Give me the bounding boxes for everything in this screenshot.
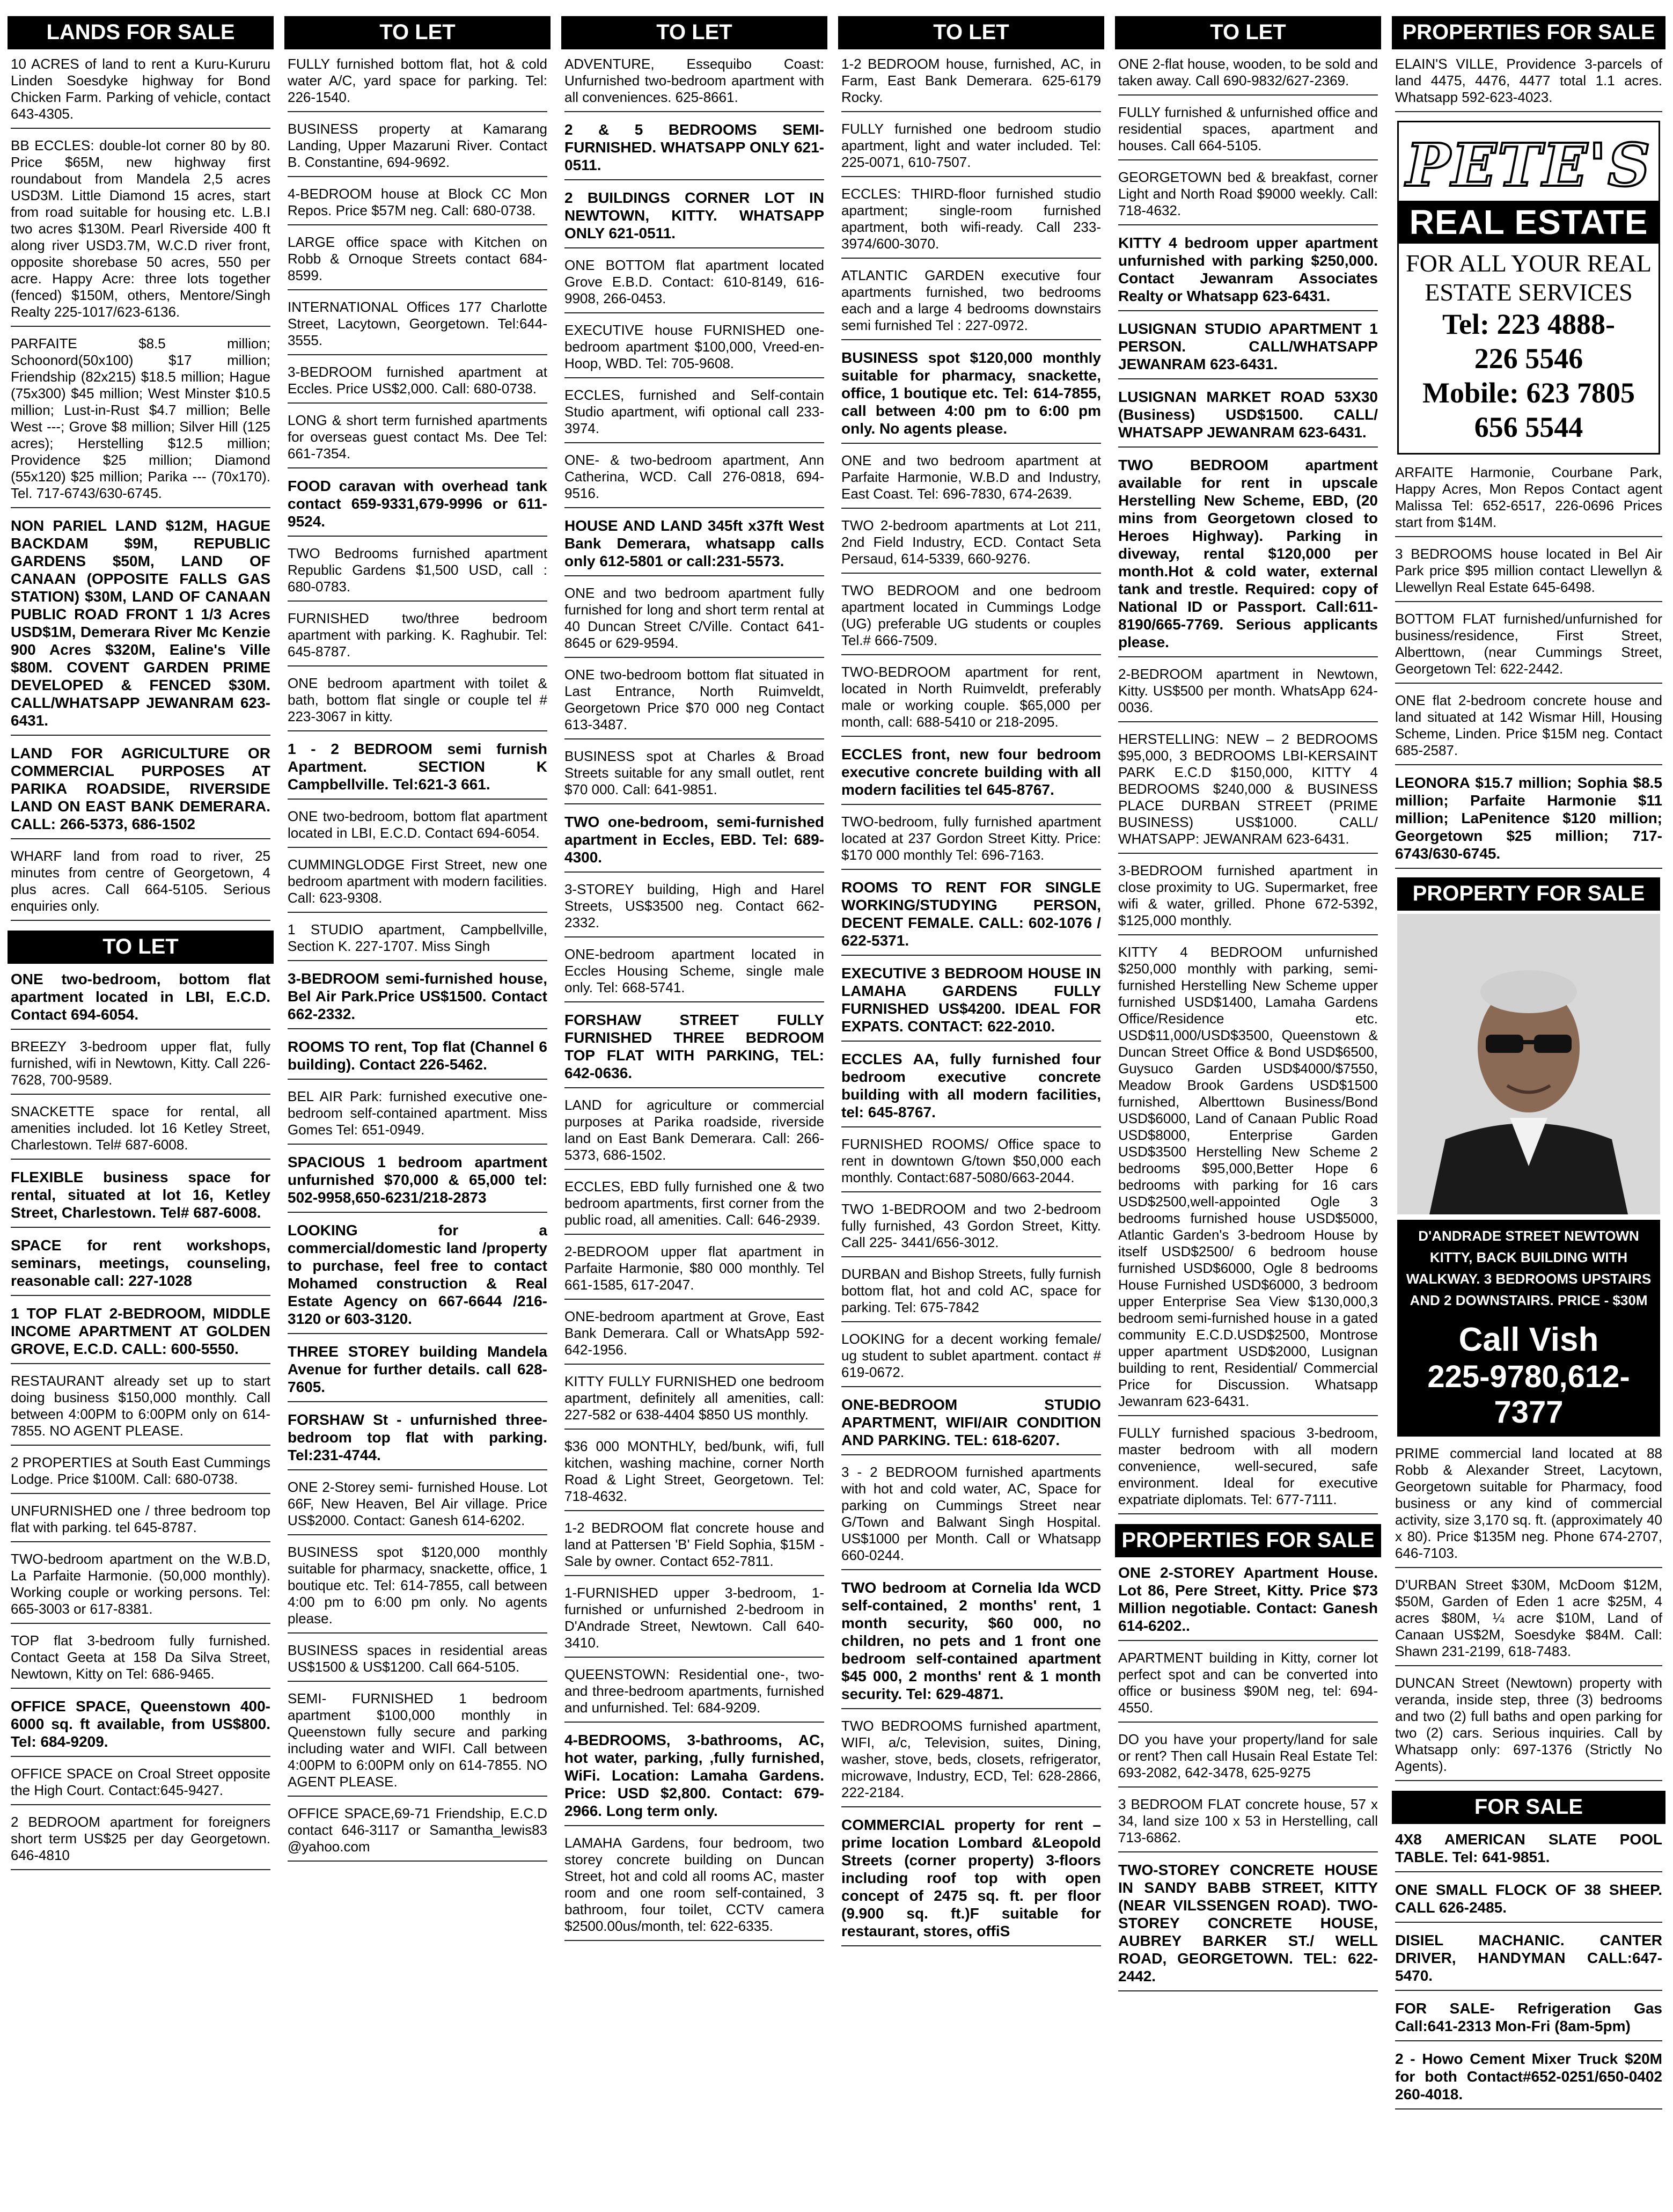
classified-ad: DISIEL MACHANIC. CANTER DRIVER, HANDYMAN CALL:647-5470. [1395,1931,1662,1991]
classified-ad: ARFAITE Harmonie, Courbane Park, Happy Acres, Mon Repos Contact agent Malissa Tel: 652-6517, 226-0696 Prices start from $14M. [1395,464,1662,537]
section-heading: TO LET [8,931,274,964]
classified-ad: ONE flat 2-bedroom concrete house and land situated at 142 Wismar Hill, Housing Scheme, Linden. Price $15M neg. Contact 685-2587. [1395,692,1662,765]
classified-ad: ONE-BEDROOM STUDIO APARTMENT, WIFI/AIR CONDITION AND PARKING. TEL: 618-6207. [841,1396,1101,1455]
section-heading: FOR SALE [1392,1791,1665,1824]
classified-ad: ONE-bedroom apartment at Grove, East Bank Demerara. Call or WhatsApp 592-642-1956. [564,1308,824,1365]
ad-line: FOR ALL YOUR REAL [1406,250,1652,277]
classified-ad: ROOMS TO rent, Top flat (Channel 6 building). Contact 226-5462. [288,1038,547,1080]
classified-ad: 4-BEDROOMS, 3-bathrooms, AC, hot water, parking, ,fully furnished, WiFi. Location: Lamaha Gardens. Price: USD $2,800. Contact: 679-2966. Long term only. [564,1731,824,1826]
classified-ad: KITTY FULLY FURNISHED one bedroom apartment, definitely all amenities, call: 227-582 or 638-4404 $850 US monthly. [564,1373,824,1430]
classified-ad: FOOD caravan with overhead tank contact 659-9331,679-9996 or 611-9524. [288,477,547,537]
classified-ad: BUSINESS spot $120,000 monthly suitable for pharmacy, snackette, office, 1 boutique etc. Tel: 614-7855, call between 4:00 pm to 6:00 pm only. No agents please. [841,349,1101,444]
column-5 [1115,16,1381,2195]
classified-ad: 1-FURNISHED upper 3-bedroom, 1-furnished or unfurnished 2-bedroom in D'Andrade Street, Newtown. Call 640-3410. [564,1585,824,1658]
section-heading: TO LET [561,16,827,49]
classified-ad: BB ECCLES: double-lot corner 80 by 80. Price $65M, new highway first roundabout from Mandela 2,5 acres USD3M. Little Diamond 15 acres, start from road suitable for housing etc. L.B.I two acres $130M. Pearl Riverside 400 ft along river USD3.7M, W.C.D river front, opposite shorebase 50 acres, 550 per acre. Happy Acre: three lots together (fenced) $150M, others, Mentore/Singh Realty 225-1017/623-6136. [11,137,270,327]
classified-ad: ONE 2-Storey semi- furnished House. Lot 66F, New Heaven, Bel Air village. Price US$2000. Contact: Ganesh 614-6202. [288,1479,547,1535]
classified-ad: EXECUTIVE house FURNISHED one-bedroom apartment $100,000, Vreed-en-Hoop, WBD. Tel: 705-9608. [564,322,824,378]
classified-ad: FULLY furnished one bedroom studio apartment, light and water included. Tel: 225-0071, 610-7507. [841,121,1101,177]
classified-ad: SNACKETTE space for rental, all amenities included. lot 16 Ketley Street, Charlestown. Tel# 687-6008. [11,1103,270,1160]
classified-ad: SPACIOUS 1 bedroom apartment unfurnished $70,000 & 65,000 tel: 502-9958,650-6231/218-2873 [288,1153,547,1213]
classified-ad: TWO one-bedroom, semi-furnished apartment in Eccles, EBD. Tel: 689-4300. [564,813,824,873]
classified-ad: ATLANTIC GARDEN executive four apartments furnished, two bedrooms each and a large 4 bedrooms downstairs semi furnished Tel : 227-0972. [841,267,1101,340]
classified-ad: KITTY 4 BEDROOM unfurnished $250,000 monthly with parking, semi-furnished Herstelling New Scheme upper furnished USD$1400, Lamaha Gardens Office/Residence etc. USD$11,000/USD$3500, Queenstown & Duncan Street Office & Bond USD$6500, Guysuco Garden USD$4000/$7550, Meadow Brook Gardens USD$1500 furnished, Alberttown Business/Bond USD$6000, Land of Canaan Public Road USD$8000, Enterprise Garden USD$3500 Herstelling New Scheme 2 bedrooms $95,000,Better Hope 6 bedrooms with parking for 16 cars USD$2500,well-appointed Ogle 3 bedrooms furnished house USD$5000, Atlantic Garden's 3-bedroom House by itself USD$2500/ 6 bedroom house furnished USD$6000, Ogle 8 bedrooms House Furnished USD$6000, 3 bedroom upper Enterprise Sea View $130,000,3 bedroom semi-furnished house in a gated community E.C.D.USD$2500, Montrose upper apartment USD$2000, Lusignan building to rent, Residential/ Commercial Price for Discussion. Whatsapp Jewanram 623-6431. [1118,944,1378,1416]
real-estate-banner: REAL ESTATE [1399,201,1659,244]
classified-ad: ECCLES front, new four bedroom executive concrete building with all modern facilities tel 645-8767. [841,745,1101,805]
column-4 [838,16,1104,2195]
person-photo-icon [1397,914,1660,1214]
section-heading: LANDS FOR SALE [8,16,274,49]
section-heading: TO LET [838,16,1104,49]
classified-ad: FOR SALE- Refrigeration Gas Call:641-2313 Mon-Fri (8am-5pm) [1395,1999,1662,2041]
classified-ad: LAND FOR AGRICULTURE OR COMMERCIAL PURPOSES AT PARIKA ROADSIDE, RIVERSIDE LAND ON EAST BANK DEMERARA. CALL: 266-5373, 686-1502 [11,744,270,839]
classified-ad: FURNISHED two/three bedroom apartment with parking. K. Raghubir. Tel: 645-8787. [288,610,547,666]
ad-line: ESTATE SERVICES [1425,279,1633,306]
call-label: Call Vish [1458,1321,1599,1358]
classified-ad: 2 BEDROOM apartment for foreigners short term US$25 per day Georgetown. 646-4810 [11,1814,270,1870]
classified-ad: 3 - 2 BEDROOM furnished apartments with hot and cold water, AC, Space for parking on Cummings Street near G/Town and Balwant Singh Hospital. US$1000 per Month. Call or Whatsapp 660-0244. [841,1464,1101,1570]
column-1 [8,16,274,2195]
classified-ad: FULLY furnished spacious 3-bedroom, master bedroom with all modern convenience, well-secured, safe environment. Ideal for executive expatriate diplomats. Tel: 677-7111. [1118,1425,1378,1514]
column-2 [284,16,551,2195]
section-heading: TO LET [1115,16,1381,49]
classified-ad: 2-BEDROOM apartment in Newtown, Kitty. US$500 per month. WhatsApp 624-0036. [1118,666,1378,722]
classified-ad: ONE-bedroom apartment located in Eccles Housing Scheme, single male only. Tel: 668-5741. [564,946,824,1002]
classified-ad: ECCLES, furnished and Self-contain Studio apartment, wifi optional call 233-3974. [564,387,824,443]
classified-ad: EXECUTIVE 3 BEDROOM HOUSE IN LAMAHA GARDENS FULLY FURNISHED US$4200. IDEAL FOR EXPATS. CONTACT: 622-2010. [841,964,1101,1042]
classified-ad: TWO BEDROOM apartment available for rent in upscale Herstelling New Scheme, EBD, (20 mins from Georgetown closed to Heroes Highway). Parking in diveway, rental $120,000 per month.Hot & cold water, external tank and trestle. Required: copy of National ID or Passport. Call:611-8190/665-7769. Serious applicants please. [1118,456,1378,657]
classified-ad: TWO-bedroom apartment on the W.B.D, La Parfaite Harmonie. (50,000 monthly). Working couple or working persons. Tel: 665-3003 or 617-8381. [11,1551,270,1624]
classified-ad: HERSTELLING: NEW – 2 BEDROOMS $95,000, 3 BEDROOMS LBI-KERSAINT PARK E.C.D $150,000, KITTY 4 BEDROOMS $240,000 & BUSINESS PLACE DURBAN STREET (PRIME BUSINESS) US$1000. CALL/ WHATSAPP: JEWANRAM 623-6431. [1118,731,1378,854]
classified-ad: SPACE for rent workshops, seminars, meetings, counseling, reasonable call: 227-1028 [11,1236,270,1296]
classified-ad: ECCLES: THIRD-floor furnished studio apartment; single-room furnished apartment, both wifi-ready. Call 233-3974/600-3070. [841,186,1101,259]
classified-ad: TWO-STOREY CONCRETE HOUSE IN SANDY BABB STREET, KITTY (NEAR VILSSENGEN ROAD). TWO-STOREY CONCRETE HOUSE, AUBREY BARKER ST./ WELL ROAD, GEORGETOWN. TEL: 622-2442. [1118,1861,1378,1991]
classified-ad: DUNCAN Street (Newtown) property with veranda, inside step, three (3) bedrooms and two (2) full baths and open parking for two (2) cars. Serious inquiries. Call by Whatsapp only: 697-1376 (Strictly No Agents). [1395,1675,1662,1781]
classified-ad: ONE BOTTOM flat apartment located Grove E.B.D. Contact: 610-8149, 616-9908, 266-0453. [564,257,824,313]
ad-phone: 656 5544 [1474,411,1583,443]
classified-ad: DURBAN and Bishop Streets, fully furnish bottom flat, hot and cold AC, space for parking. Tel: 675-7842 [841,1266,1101,1322]
classified-ad: BUSINESS spaces in residential areas US$1500 & US$1200. Call 664-5105. [288,1642,547,1682]
classified-ad: ECCLES, EBD fully furnished one & two bedroom apartments, first corner from the public road, all amenities. Call: 646-2939. [564,1178,824,1235]
classified-ad: TWO-BEDROOM apartment for rent, located in North Ruimveldt, preferably male or working couple. $65,000 per month, call: 688-5410 or 218-2095. [841,664,1101,737]
classified-ad: ONE two-bedroom bottom flat situated in Last Entrance, North Ruimveldt, Georgetown Price $70 000 neg Contact 613-3487. [564,666,824,739]
classified-ad: ONE- & two-bedroom apartment, Ann Catherina, WCD. Call 276-0818, 694-9516. [564,452,824,508]
classified-ad: 2 & 5 BEDROOMS SEMI-FURNISHED. WHATSAPP ONLY 621-0511. [564,121,824,180]
classified-ad: FLEXIBLE business space for rental, situated at lot 16, Ketley Street, Charlestown. Tel# 687-6008. [11,1168,270,1228]
seller-photo [1397,914,1660,1214]
classified-ad: PARFAITE $8.5 million; Schoonord(50x100) $17 million; Friendship (82x215) $18.5 million; Hague (75x300) $45 million; West Minster $10.5 million; Lust-in-Rust $4.7 million; Belle West ---; Grove $8 million; Silver Hill (125 acres); Herstelling $12.5 million; Providence $25 million; Diamond (55x120) $25 million; Parika --- (70x170). Tel. 717-6743/630-6745. [11,335,270,508]
classified-ad: 3 BEDROOMS house located in Bel Air Park price $95 million contact Llewellyn & Llewellyn Real Estate 645-6498. [1395,546,1662,602]
classified-ad: PRIME commercial land located at 88 Robb & Alexander Street, Lacytown, Georgetown suitable for Pharmacy, food business or any kind of commercial activity, size 3,170 sq. ft. (approximately 40 x 80). Price $135M neg. Phone 674-2707, 646-7103. [1395,1445,1662,1568]
classified-ad: LUSIGNAN MARKET ROAD 53X30 (Business) USD$1500. CALL/ WHATSAPP JEWANRAM 623-6431. [1118,388,1378,448]
classified-ad: ONE 2-STOREY Apartment House. Lot 86, Pere Street, Kitty. Price $73 Million negotiable. Contact: Ganesh 614-6202.. [1118,1564,1378,1641]
classified-ad: ONE and two bedroom apartment fully furnished for long and short term rental at 40 Duncan Street C/Ville. Contact 641-8645 or 629-9594. [564,585,824,658]
classified-ad: OFFICE SPACE, Queenstown 400-6000 sq. ft available, from US$800. Tel: 684-9209. [11,1697,270,1757]
classified-ad: FORSHAW St - unfurnished three-bedroom top flat with parking. Tel:231-4744. [288,1411,547,1470]
classified-ad: BUSINESS spot $120,000 monthly suitable for pharmacy, snackette, office, 1 boutique etc. Tel: 614-7855, call between 4:00 pm to 6:00 pm only. No agents please. [288,1544,547,1634]
classified-ad: 2 PROPERTIES at South East Cummings Lodge. Price $100M. Call: 680-0738. [11,1454,270,1494]
section-heading: PROPERTIES FOR SALE [1392,16,1665,49]
classified-ad: 1-2 BEDROOM flat concrete house and land at Pattersen 'B' Field Sophia, $15M - Sale by owner. Contact 652-7811. [564,1520,824,1576]
classified-ad: LONG & short term furnished apartments for overseas guest contact Ms. Dee Tel: 661-7354. [288,412,547,468]
classified-ad: 1-2 BEDROOM house, furnished, AC, in Farm, East Bank Demerara. 625-6179 Rocky. [841,56,1101,112]
classified-ad: 1 - 2 BEDROOM semi furnish Apartment. SECTION K Campbellville. Tel:621-3 661. [288,740,547,800]
classified-ad: 3 BEDROOM FLAT concrete house, 57 x 34, land size 100 x 53 in Herstelling, call 713-6862. [1118,1796,1378,1852]
classified-ad: FORSHAW STREET FULLY FURNISHED THREE BEDROOM TOP FLAT WITH PARKING, TEL: 642-0636. [564,1011,824,1088]
classified-ad: LAMAHA Gardens, four bedroom, two storey concrete building on Duncan Street, hot and cold all rooms AC, master room and one room self-contained, 3 bathroom, four toilet, CCTV camera $2500.00us/month, tel: 622-6335. [564,1835,824,1941]
classified-ad: ONE two-bedroom, bottom flat apartment located in LBI, E.C.D. Contact 694-6054. [11,970,270,1030]
ad-phone: 226 5546 [1474,342,1583,375]
column-6 [1392,16,1665,2195]
call-vish-box [1397,1316,1660,1437]
classified-ad: ONE SMALL FLOCK OF 38 SHEEP. CALL 626-2485. [1395,1881,1662,1923]
classified-ad: 2 BUILDINGS CORNER LOT IN NEWTOWN, KITTY. WHATSAPP ONLY 621-0511. [564,189,824,248]
classified-ad: 2 - Howo Cement Mixer Truck $20M for both Contact#652-0251/650-0402 260-4018. [1395,2050,1662,2110]
classified-ad: ONE two-bedroom, bottom flat apartment located in LBI, E.C.D. Contact 694-6054. [288,808,547,848]
classified-ad: TWO Bedrooms furnished apartment Republic Gardens $1,500 USD, call : 680-0783. [288,545,547,602]
classified-ad: BUSINESS spot at Charles & Broad Streets suitable for any small outlet, rent $70 000. Call: 641-9851. [564,748,824,804]
classified-ad: ONE and two bedroom apartment at Parfaite Harmonie, W.B.D and Industry, East Coast. Tel: 696-7830, 674-2639. [841,452,1101,509]
classified-ad: 1 TOP FLAT 2-BEDROOM, MIDDLE INCOME APARTMENT AT GOLDEN GROVE, E.C.D. CALL: 600-5550. [11,1305,270,1364]
classified-ad: LOOKING for a decent working female/ ug student to sublet apartment. contact # 619-0672. [841,1331,1101,1387]
classified-ad: TWO BEDROOM and one bedroom apartment located in Cummings Lodge (UG) preferable UG students or couples Tel.# 666-7509. [841,582,1101,655]
classified-ad: LARGE office space with Kitchen on Robb & Ornoque Streets contact 684-8599. [288,234,547,290]
classified-ad: QUEENSTOWN: Residential one-, two- and three-bedroom apartments, furnished and unfurnished. Tel: 684-9209. [564,1666,824,1723]
classified-ad: 3-BEDROOM furnished apartment at Eccles. Price US$2,000. Call: 680-0738. [288,364,547,404]
classified-ad: ECCLES AA, fully furnished four bedroom executive concrete building with all modern facilities, tel: 645-8767. [841,1050,1101,1127]
classified-ad: OFFICE SPACE,69-71 Friendship, E.C.D contact 646-3117 or Samantha_lewis83 @yahoo.com [288,1805,547,1862]
classified-ad: D'URBAN Street $30M, McDoom $12M, $50M, Garden of Eden 1 acre $25M, 4 acres $80M, ¼ acre $10M, Land of Canaan US$2M, Soesdyke $84M. Call: Shawn 231-2199, 618-7483. [1395,1577,1662,1666]
classified-ad: 3-BEDROOM furnished apartment in close proximity to UG. Supermarket, free wifi & water, grilled. Phone 672-5392, $125,000 monthly. [1118,862,1378,935]
classified-ad: NON PARIEL LAND $12M, HAGUE BACKDAM $9M, REPUBLIC GARDENS $50M, LAND OF CANAAN (OPPOSITE FALLS GAS STATION) $30M, LAND OF CANAAN PUBLIC ROAD FRONT 1 1/3 Acres USD$1M, Demerara River Mc Kenzie 900 Acres $320M, Ealine's Ville $80M. COVENT GARDEN PRIME DEVELOPED & FENCED $30M. CALL/WHATSAPP JEWANRAM 623-6431. [11,517,270,736]
column-3 [561,16,827,2195]
ad-phone: Tel: 223 4888- [1442,308,1615,340]
classified-ad: TWO 1-BEDROOM and two 2-bedroom fully furnished, 43 Gordon Street, Kitty. Call 225- 3441/656-3012. [841,1201,1101,1257]
classified-ad: APARTMENT building in Kitty, corner lot perfect spot and can be converted into office or business $90M neg, tel: 694-4550. [1118,1650,1378,1723]
classified-ad: BUSINESS property at Kamarang Landing, Upper Mazaruni River. Contact B. Constantine, 694-9692. [288,121,547,177]
classified-ad: ADVENTURE, Essequibo Coast: Unfurnished two-bedroom apartment with all conveniences. 625-8661. [564,56,824,112]
classified-ad: GEORGETOWN bed & breakfast, corner Light and North Road $9000 weekly. Call: 718-4632. [1118,169,1378,225]
classified-ad: OFFICE SPACE on Croal Street opposite the High Court. Contact:645-9427. [11,1766,270,1805]
classified-ad: ELAIN'S VILLE, Providence 3-parcels of land 4475, 4476, 4477 total 1.1 acres. Whatsapp 592-623-4023. [1395,56,1662,112]
petes-real-estate-ad [1397,121,1660,455]
classified-ad: 1 STUDIO apartment, Campbellville, Section K. 227-1707. Miss Singh [288,921,547,961]
classified-ad: TOP flat 3-bedroom fully furnished. Contact Geeta at 158 Da Silva Street, Newtown, Kitty on Tel: 686-9465. [11,1632,270,1689]
classified-ad: INTERNATIONAL Offices 177 Charlotte Street, Lacytown, Georgetown. Tel:644-3555. [288,299,547,355]
classified-ad: TWO 2-bedroom apartments at Lot 211, 2nd Field Industry, ECD. Contact Seta Persaud, 614-5339, 660-9276. [841,517,1101,574]
section-heading: TO LET [284,16,551,49]
classified-ad: BEL AIR Park: furnished executive one-bedroom self-contained apartment. Miss Gomes Tel: 651-0949. [288,1088,547,1145]
classified-ad: LUSIGNAN STUDIO APARTMENT 1 PERSON. CALL/WHATSAPP JEWANRAM 623-6431. [1118,320,1378,379]
classified-ad: ONE 2-flat house, wooden, to be sold and taken away. Call 690-9832/627-2369. [1118,56,1378,96]
classified-ad: KITTY 4 bedroom upper apartment unfurnished with parking $250,000. Contact Jewanram Associates Realty or Whatsapp 623-6431. [1118,234,1378,311]
classified-ad: CUMMINGLODGE First Street, new one bedroom apartment with modern facilities. Call: 623-9308. [288,856,547,913]
classified-ad: BOTTOM FLAT furnished/unfurnished for business/residence, First Street, Alberttown, (near Cummings Street, Georgetown Tel: 622-2442. [1395,611,1662,684]
classified-ad: $36 000 MONTHLY, bed/bunk, wifi, full kitchen, washing machine, corner North Road & Light Street, Georgetown. Tel: 718-4632. [564,1438,824,1511]
ad-phone: Mobile: 623 7805 [1422,377,1635,409]
classified-ad: 4X8 AMERICAN SLATE POOL TABLE. Tel: 641-9851. [1395,1830,1662,1872]
classified-ad: LOOKING for a commercial/domestic land /property to purchase, feel free to contact Mohamed construction & Real Estate Agency on 667-6644 /216-3120 or 603-3120. [288,1221,547,1334]
petes-logo: PETE'S [1399,122,1659,197]
property-caption: D'ANDRADE STREET NEWTOWN KITTY, BACK BUILDING WITH WALKWAY. 3 BEDROOMS UPSTAIRS AND 2 DOWNSTAIRS. PRICE - $30M [1397,1220,1660,1316]
classified-ad: UNFURNISHED one / three bedroom top flat with parking. tel 645-8787. [11,1503,270,1542]
classified-ad: 3-BEDROOM semi-furnished house, Bel Air Park.Price US$1500. Contact 662-2332. [288,970,547,1029]
classified-ad: ROOMS TO RENT FOR SINGLE WORKING/STUDYING PERSON, DECENT FEMALE. CALL: 602-1076 / 622-5371. [841,878,1101,956]
classified-ad: DO you have your property/land for sale or rent? Then call Husain Real Estate Tel: 693-2082, 642-3478, 625-9275 [1118,1731,1378,1788]
classified-ad: FULLY furnished bottom flat, hot & cold water A/C, yard space for parking. Tel: 226-1540. [288,56,547,112]
classified-ad: TWO bedroom at Cornelia Ida WCD self-contained, 2 months' rent, 1 month security, $60 000, no children, no pets and 1 front one bedroom self-contained apartment $45 000, 2 months' rent & 1 month security. Tel: 629-4871. [841,1579,1101,1709]
classified-ad: SEMI- FURNISHED 1 bedroom apartment $100,000 monthly in Queenstown fully secure and parking including water and WIFI. Call between 4:00PM to 6:00PM only on 614-7855. NO AGENT PLEASE. [288,1690,547,1797]
classified-ad: FULLY furnished & unfurnished office and residential spaces, apartment and houses. Call 664-5105. [1118,104,1378,160]
classified-ad: 2-BEDROOM upper flat apartment in Parfaite Harmonie, $80 000 monthly. Tel 661-1585, 617-2047. [564,1243,824,1300]
classified-ad: HOUSE AND LAND 345ft x37ft West Bank Demerara, whatsapp calls only 612-5801 or call:231-5573. [564,517,824,576]
classified-ad: LAND for agriculture or commercial purposes at Parika roadside, riverside land on East Bank Demerara. Call: 266-5373, 686-1502. [564,1097,824,1170]
classified-ad: 10 ACRES of land to rent a Kuru-Kururu Linden Soesdyke highway for Bond Chicken Farm. Parking of vehicle, contact 643-4305. [11,56,270,129]
classified-ad: THREE STOREY building Mandela Avenue for further details. call 628-7605. [288,1343,547,1402]
classified-ad: WHARF land from road to river, 25 minutes from centre of Georgetown, 4 plus acres. Call 664-5105. Serious enquiries only. [11,848,270,921]
section-heading: PROPERTY FOR SALE [1397,877,1660,911]
classified-ad: 3-STOREY building, High and Harel Streets, US$3500 neg. Contact 662-2332. [564,881,824,937]
classified-ad: BREEZY 3-bedroom upper flat, fully furnished, wifi in Newtown, Kitty. Call 226-7628, 700-9589. [11,1038,270,1095]
classified-ad: RESTAURANT already set up to start doing business $150,000 monthly. Call between 4:00PM to 6:00PM only on 614-7855. NO AGENT PLEASE. [11,1373,270,1446]
classified-ad: FURNISHED ROOMS/ Office space to rent in downtown G/town $50,000 each monthly. Contact:687-5080/663-2044. [841,1136,1101,1192]
call-phones: 225-9780,612-7377 [1427,1359,1630,1430]
classified-ad: TWO BEDROOMS furnished apartment, WIFI, a/c, Television, suites, Dining, washer, stove, beds, closets, refrigerator, microwave, Industry, ECD, Tel: 628-2866, 222-2184. [841,1718,1101,1807]
classified-ad: 4-BEDROOM house at Block CC Mon Repos. Price $57M neg. Call: 680-0738. [288,186,547,225]
section-heading: PROPERTIES FOR SALE [1115,1524,1381,1557]
classified-ad: LEONORA $15.7 million; Sophia $8.5 million; Parfaite Harmonie $11 million; LaPenitence $120 million; Georgetown $25 million; 717-6743/630-6745. [1395,774,1662,869]
classified-ad: ONE bedroom apartment with toilet & bath, bottom flat single or couple tel # 223-3067 in kitty. [288,675,547,731]
classified-ad: TWO-bedroom, fully furnished apartment located at 237 Gordon Street Kitty. Price: $170 000 monthly Tel: 696-7163. [841,814,1101,870]
classified-ad: COMMERCIAL property for rent – prime location Lombard &Leopold Streets (corner property) 3-floors including roof top with open concept of 2475 sq. ft. per floor (9.900 sq. ft.)F suitable for restaurant, stores, offiS [841,1816,1101,1946]
